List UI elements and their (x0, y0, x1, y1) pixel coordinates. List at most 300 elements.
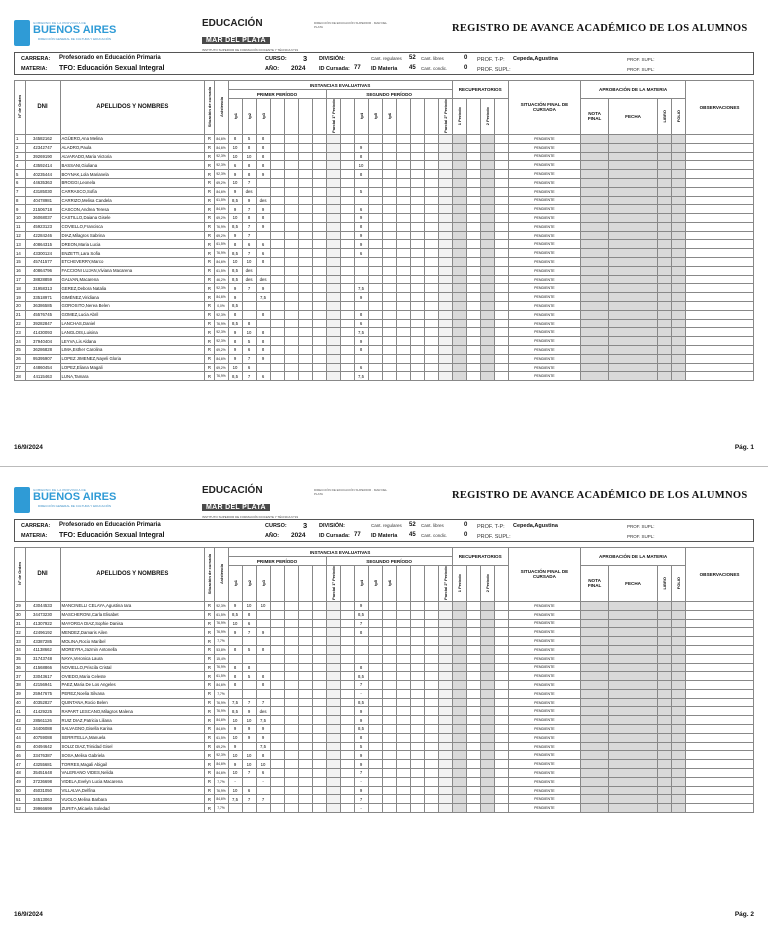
empty-cell (581, 795, 609, 804)
tp1-cell: 8 (228, 645, 242, 654)
empty-cell (410, 601, 424, 610)
empty-cell (270, 786, 284, 795)
tp4-cell: 8,5 (354, 698, 368, 707)
empty-cell (424, 733, 438, 742)
empty-cell (382, 134, 396, 143)
empty-cell (298, 372, 312, 381)
tp1-cell: 8 (228, 663, 242, 672)
attendance-cell: 76,9% (214, 222, 228, 231)
final-status-cell: PENDIENTE (508, 725, 580, 734)
name-cell: RUIZ DIAZ,Patricia Liliana (60, 716, 205, 725)
empty-cell (438, 733, 452, 742)
empty-cell (326, 601, 340, 610)
empty-cell (424, 707, 438, 716)
empty-cell (340, 249, 354, 258)
tp3-cell: 9 (256, 205, 270, 214)
prof-supl2-label-a: PROF. SUPL: (627, 524, 655, 529)
prof-supl2-label-b: PROF. SUPL: (627, 67, 655, 72)
th-blank-d (312, 99, 326, 135)
row-number: 2 (15, 143, 26, 152)
empty-cell (270, 654, 284, 663)
empty-cell (298, 751, 312, 760)
empty-cell (368, 337, 382, 346)
tp4-cell: 8,5 (354, 725, 368, 734)
row-number: 50 (15, 786, 26, 795)
empty-cell (270, 231, 284, 240)
row-number: 45 (15, 742, 26, 751)
dni-cell: 40864796 (25, 266, 60, 275)
carrera-value: Profesorado en Educación Primaria (59, 55, 161, 61)
empty-cell (480, 310, 494, 319)
empty-cell (382, 725, 396, 734)
prof-supl2-label-a: PROF. SUPL: (627, 57, 655, 62)
name-cell: VILLALVA,Delfina (60, 786, 205, 795)
final-status-cell: PENDIENTE (508, 302, 580, 311)
empty-cell (452, 742, 466, 751)
tp1-cell: 10 (228, 214, 242, 223)
tp1-cell: 9 (228, 170, 242, 179)
cant-condic-label: Cant. condic. (421, 66, 448, 71)
empty-cell (494, 275, 508, 284)
empty-cell (438, 698, 452, 707)
empty-cell (368, 302, 382, 311)
empty-cell (382, 601, 396, 610)
empty-cell (438, 222, 452, 231)
empty-cell (466, 319, 480, 328)
empty-cell (452, 777, 466, 786)
empty-cell (438, 610, 452, 619)
th-situacion-cursada: Situación de cursada (205, 81, 214, 135)
empty-cell (298, 328, 312, 337)
dni-cell: 42342747 (25, 143, 60, 152)
empty-cell (368, 363, 382, 372)
name-cell: MENDEZ,Damaris Ailen (60, 628, 205, 637)
th-blank-e (340, 566, 354, 602)
empty-cell (326, 258, 340, 267)
attendance-cell: 84,6% (214, 134, 228, 143)
situacion-cell: R (205, 628, 214, 637)
empty-cell (672, 786, 686, 795)
id-materia-label: ID Materia (371, 533, 398, 539)
tp1-cell: 8,5 (228, 222, 242, 231)
empty-cell (494, 619, 508, 628)
table-row (15, 214, 754, 223)
table-row (15, 716, 754, 725)
empty-cell (494, 328, 508, 337)
logo-line2: BUENOS AIRES (33, 24, 117, 36)
row-number: 22 (15, 319, 26, 328)
situacion-cell: R (205, 795, 214, 804)
tp1-cell (228, 637, 242, 646)
edu-city: MAR DEL PLATA (202, 504, 270, 511)
empty-cell (658, 152, 672, 161)
empty-cell (581, 689, 609, 698)
final-status-cell: PENDIENTE (508, 328, 580, 337)
empty-cell (494, 363, 508, 372)
empty-cell (284, 143, 298, 152)
empty-cell (326, 187, 340, 196)
empty-cell (480, 637, 494, 646)
empty-cell (480, 786, 494, 795)
empty-cell (581, 663, 609, 672)
empty-cell (368, 628, 382, 637)
dni-cell: 39966699 (25, 804, 60, 813)
empty-cell (382, 337, 396, 346)
empty-cell (396, 143, 410, 152)
empty-cell (284, 266, 298, 275)
situacion-cell: R (205, 742, 214, 751)
tp1-cell: 6 (228, 161, 242, 170)
empty-cell (609, 733, 658, 742)
row-number: 42 (15, 716, 26, 725)
empty-cell (581, 672, 609, 681)
situacion-cell: R (205, 663, 214, 672)
empty-cell (312, 619, 326, 628)
empty-cell (658, 196, 672, 205)
empty-cell (672, 196, 686, 205)
empty-cell (672, 681, 686, 690)
empty-cell (298, 187, 312, 196)
row-number: 44 (15, 733, 26, 742)
empty-cell (396, 187, 410, 196)
empty-cell (312, 716, 326, 725)
empty-cell (270, 302, 284, 311)
situacion-cell: R (205, 681, 214, 690)
education-logo (202, 485, 302, 519)
empty-cell (581, 143, 609, 152)
empty-cell (382, 275, 396, 284)
empty-cell (382, 363, 396, 372)
empty-cell (658, 628, 672, 637)
empty-cell (686, 698, 754, 707)
name-cell: LANGLOIS,Luisina (60, 328, 205, 337)
empty-cell (340, 681, 354, 690)
empty-cell (658, 725, 672, 734)
tp2-cell: des (242, 275, 256, 284)
empty-cell (424, 769, 438, 778)
empty-cell (340, 733, 354, 742)
th-blank-g (410, 566, 424, 602)
situacion-cell: R (205, 284, 214, 293)
empty-cell (340, 777, 354, 786)
empty-cell (326, 689, 340, 698)
dni-cell: 33518971 (25, 293, 60, 302)
empty-cell (340, 196, 354, 205)
empty-cell (480, 178, 494, 187)
empty-cell (368, 637, 382, 646)
th-tp3: tp3 (256, 566, 270, 602)
th-folio: FOLIO (672, 566, 686, 602)
empty-cell (480, 143, 494, 152)
empty-cell (686, 363, 754, 372)
empty-cell (424, 240, 438, 249)
empty-cell (312, 610, 326, 619)
empty-cell (382, 716, 396, 725)
empty-cell (609, 795, 658, 804)
empty-cell (466, 601, 480, 610)
empty-cell (382, 645, 396, 654)
situacion-cell: R (205, 337, 214, 346)
empty-cell (270, 601, 284, 610)
empty-cell (452, 143, 466, 152)
empty-cell (298, 363, 312, 372)
empty-cell (396, 601, 410, 610)
id-cursada-label: ID Cursada: (319, 66, 350, 72)
empty-cell (410, 205, 424, 214)
empty-cell (424, 663, 438, 672)
tp3-cell: 8 (256, 161, 270, 170)
empty-cell (686, 760, 754, 769)
tp1-cell: 8,5 (228, 302, 242, 311)
final-status-cell: PENDIENTE (508, 346, 580, 355)
th-blank-b (284, 99, 298, 135)
empty-cell (672, 249, 686, 258)
empty-cell (396, 293, 410, 302)
tp3-cell: 10 (256, 601, 270, 610)
attendance-cell: 61,5% (214, 196, 228, 205)
empty-cell (270, 733, 284, 742)
empty-cell (480, 663, 494, 672)
th-instancias: INSTANCIAS EVALUATIVAS (228, 548, 452, 557)
attendance-cell: 7,7% (214, 689, 228, 698)
tp2-cell: 6 (242, 240, 256, 249)
empty-cell (494, 187, 508, 196)
attendance-cell: 84,6% (214, 716, 228, 725)
empty-cell (672, 266, 686, 275)
table-row (15, 795, 754, 804)
name-cell: GALVAN,Macarena (60, 275, 205, 284)
table-row (15, 205, 754, 214)
empty-cell (382, 328, 396, 337)
empty-cell (396, 786, 410, 795)
dni-cell: 39282847 (25, 319, 60, 328)
empty-cell (658, 707, 672, 716)
empty-cell (494, 310, 508, 319)
th-blank-d (312, 566, 326, 602)
final-status-cell: PENDIENTE (508, 769, 580, 778)
empty-cell (410, 725, 424, 734)
empty-cell (368, 742, 382, 751)
empty-cell (298, 628, 312, 637)
empty-cell (340, 637, 354, 646)
tp3-cell (256, 786, 270, 795)
th-blank-c (298, 566, 312, 602)
tp2-cell: 9 (242, 196, 256, 205)
empty-cell (658, 760, 672, 769)
empty-cell (270, 663, 284, 672)
attendance-cell: 76,9% (214, 628, 228, 637)
empty-cell (298, 645, 312, 654)
empty-cell (452, 804, 466, 813)
name-cell: SALVAGNO,Gisella Karina (60, 725, 205, 734)
empty-cell (284, 363, 298, 372)
empty-cell (480, 777, 494, 786)
empty-cell (298, 354, 312, 363)
empty-cell (494, 222, 508, 231)
empty-cell (466, 689, 480, 698)
table-row (15, 733, 754, 742)
empty-cell (494, 337, 508, 346)
empty-cell (494, 751, 508, 760)
empty-cell (466, 760, 480, 769)
table-row (15, 372, 754, 381)
empty-cell (424, 266, 438, 275)
dni-cell: 45741577 (25, 258, 60, 267)
empty-cell (581, 222, 609, 231)
table-row (15, 240, 754, 249)
table-row (15, 328, 754, 337)
empty-cell (340, 258, 354, 267)
empty-cell (340, 804, 354, 813)
th-situacion-cursada: Situación de cursada (205, 548, 214, 602)
grades-table (14, 547, 754, 813)
empty-cell (686, 240, 754, 249)
situacion-cell: R (205, 804, 214, 813)
tp3-cell (256, 231, 270, 240)
empty-cell (312, 249, 326, 258)
empty-cell (672, 663, 686, 672)
empty-cell (658, 804, 672, 813)
th-parcial2: Parcial 2º Período (438, 99, 452, 135)
empty-cell (438, 293, 452, 302)
empty-cell (340, 240, 354, 249)
attendance-cell: 61,5% (214, 733, 228, 742)
empty-cell (298, 689, 312, 698)
empty-cell (494, 266, 508, 275)
empty-cell (410, 689, 424, 698)
empty-cell (480, 266, 494, 275)
empty-cell (658, 258, 672, 267)
empty-cell (326, 733, 340, 742)
attendance-cell: 53,8% (214, 645, 228, 654)
empty-cell (581, 601, 609, 610)
empty-cell (424, 786, 438, 795)
table-row (15, 681, 754, 690)
empty-cell (466, 214, 480, 223)
empty-cell (298, 258, 312, 267)
name-cell: CARRIZO,Melisa Candela (60, 196, 205, 205)
cant-regulares-value: 52 (409, 55, 416, 61)
empty-cell (452, 795, 466, 804)
empty-cell (424, 161, 438, 170)
education-logo (202, 18, 302, 52)
empty-cell (326, 698, 340, 707)
empty-cell (480, 707, 494, 716)
tp2-cell: 5 (242, 672, 256, 681)
empty-cell (396, 672, 410, 681)
tp4-cell (354, 637, 368, 646)
tp4-cell: 8 (354, 346, 368, 355)
empty-cell (609, 275, 658, 284)
empty-cell (270, 751, 284, 760)
empty-cell (581, 786, 609, 795)
final-status-cell: PENDIENTE (508, 610, 580, 619)
empty-cell (686, 354, 754, 363)
name-cell: BASSANI,Giuliana (60, 161, 205, 170)
empty-cell (382, 681, 396, 690)
th-rec1: 1 Período (452, 99, 466, 135)
empty-cell (480, 319, 494, 328)
empty-cell (672, 310, 686, 319)
th-blank-h (424, 566, 438, 602)
situacion-cell: R (205, 187, 214, 196)
empty-cell (368, 619, 382, 628)
empty-cell (686, 284, 754, 293)
empty-cell (658, 663, 672, 672)
tp4-cell: 9 (354, 240, 368, 249)
empty-cell (438, 134, 452, 143)
empty-cell (410, 672, 424, 681)
empty-cell (382, 302, 396, 311)
anio-label: AÑO: (265, 66, 280, 72)
empty-cell (396, 275, 410, 284)
empty-cell (284, 170, 298, 179)
empty-cell (438, 205, 452, 214)
dni-cell: 40494642 (25, 742, 60, 751)
empty-cell (312, 725, 326, 734)
empty-cell (672, 187, 686, 196)
name-cell: MANCINELLI CELAYA,Agustina Iara (60, 601, 205, 610)
empty-cell (410, 196, 424, 205)
empty-cell (480, 196, 494, 205)
dni-cell: 34406088 (25, 725, 60, 734)
tp3-cell (256, 178, 270, 187)
cant-regulares-value: 52 (409, 522, 416, 528)
institution-text: DIRECCIÓN DE EDUCACIÓN SUPERIOR · MAR DEL PLATA (314, 21, 388, 29)
empty-cell (396, 777, 410, 786)
tp3-cell: des (256, 275, 270, 284)
empty-cell (382, 372, 396, 381)
final-status-cell: PENDIENTE (508, 196, 580, 205)
empty-cell (452, 654, 466, 663)
empty-cell (340, 310, 354, 319)
empty-cell (494, 804, 508, 813)
tp3-cell: 8 (256, 134, 270, 143)
empty-cell (494, 663, 508, 672)
empty-cell (686, 328, 754, 337)
tp2-cell: 8 (242, 663, 256, 672)
empty-cell (410, 328, 424, 337)
dni-cell: 21506718 (25, 205, 60, 214)
row-number: 41 (15, 707, 26, 716)
empty-cell (410, 804, 424, 813)
page-header (14, 485, 758, 519)
empty-cell (581, 293, 609, 302)
tp3-cell: 8 (256, 672, 270, 681)
situacion-cell: R (205, 170, 214, 179)
th-observaciones: OBSERVACIONES (686, 81, 754, 135)
empty-cell (672, 284, 686, 293)
tp3-cell: 8 (256, 328, 270, 337)
empty-cell (466, 310, 480, 319)
empty-cell (410, 266, 424, 275)
empty-cell (686, 628, 754, 637)
dni-cell: 38828859 (25, 275, 60, 284)
empty-cell (382, 240, 396, 249)
tp1-cell: 9 (228, 187, 242, 196)
tp4-cell: 8 (354, 310, 368, 319)
name-cell: DIAZ,Milagros Sabrina (60, 231, 205, 240)
empty-cell (658, 310, 672, 319)
situacion-cell: R (205, 302, 214, 311)
dni-cell: 95395907 (25, 354, 60, 363)
tp4-cell (354, 354, 368, 363)
tp1-cell (228, 654, 242, 663)
empty-cell (270, 725, 284, 734)
empty-cell (410, 231, 424, 240)
empty-cell (312, 698, 326, 707)
situacion-cell: R (205, 249, 214, 258)
